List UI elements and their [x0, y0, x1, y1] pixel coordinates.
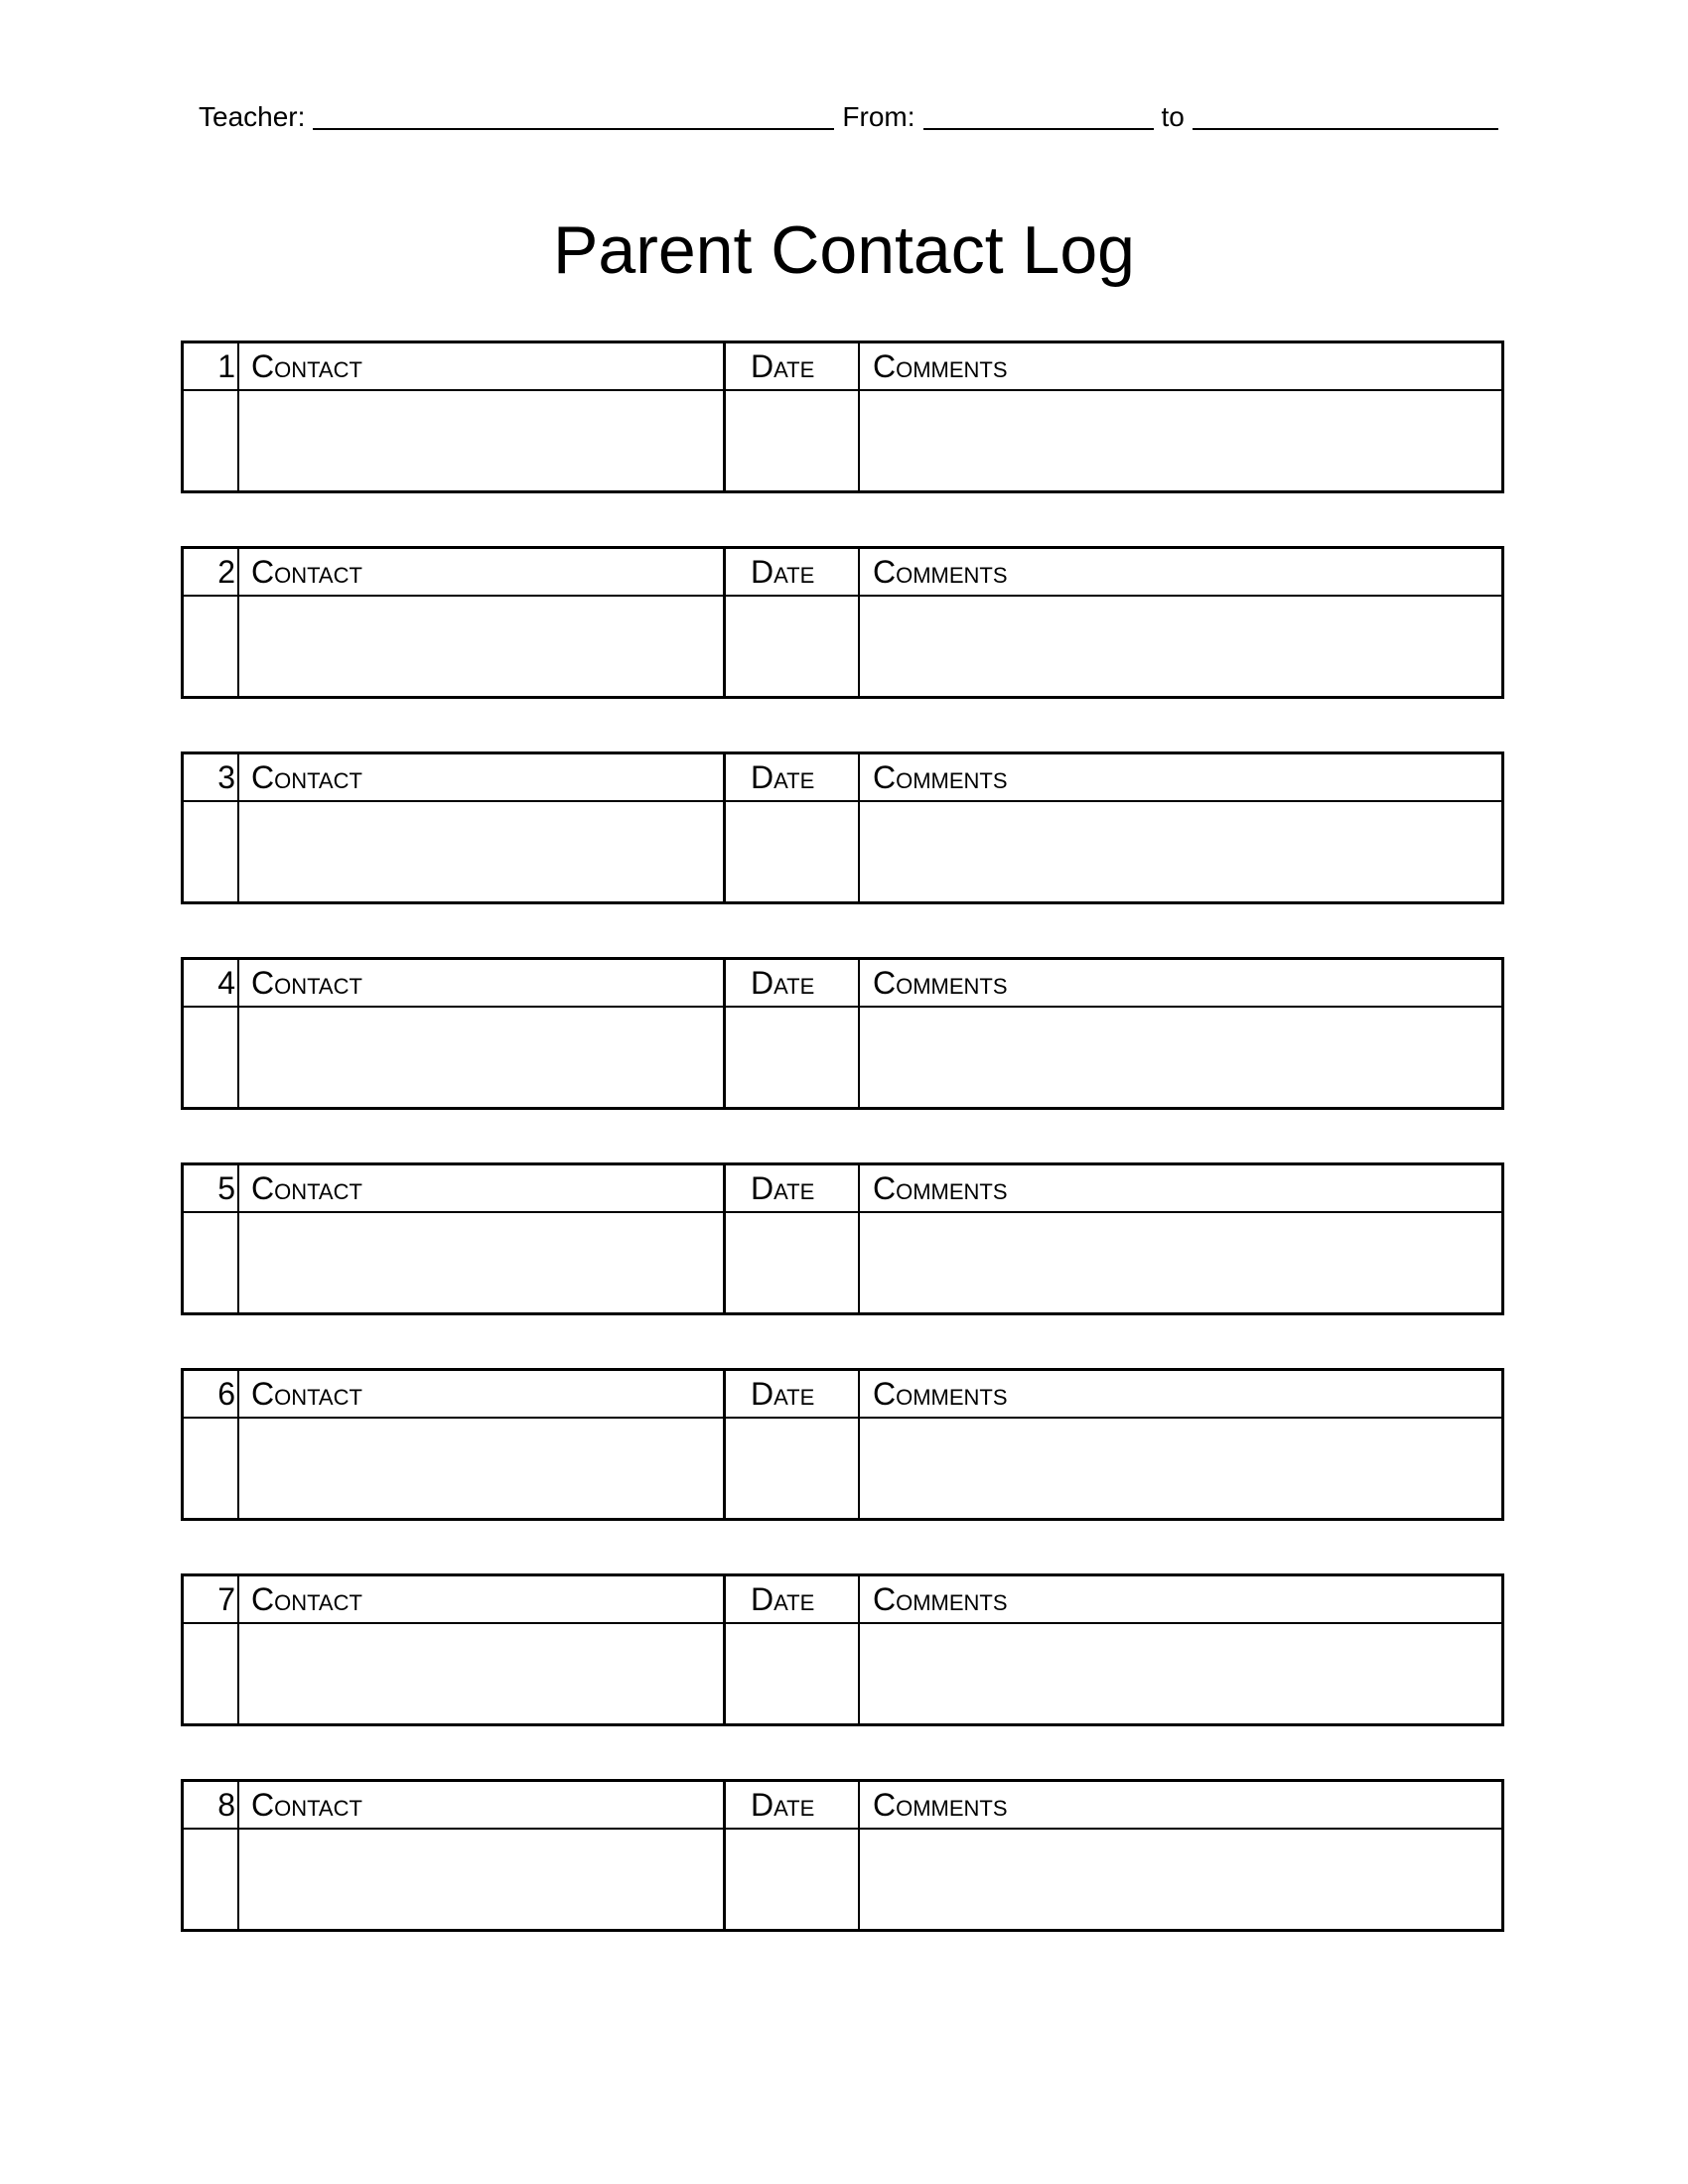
- number-cell: [184, 802, 237, 901]
- date-cell[interactable]: [726, 1008, 858, 1107]
- comments-column-label: Comments: [873, 1787, 1008, 1823]
- contact-column-label: Contact: [251, 1170, 362, 1206]
- contact-cell[interactable]: [239, 597, 723, 696]
- number-cell: [184, 391, 237, 490]
- number-cell: [184, 1213, 237, 1312]
- contact-column-label: Contact: [251, 759, 362, 795]
- entry-header-row: [184, 960, 1501, 1008]
- date-column-label: Date: [751, 1787, 815, 1823]
- comments-column-label: Comments: [873, 965, 1008, 1001]
- comments-column-label: Comments: [873, 759, 1008, 795]
- entry-number: 5: [217, 1170, 235, 1206]
- contact-cell[interactable]: [239, 1419, 723, 1518]
- contact-cell[interactable]: [239, 1213, 723, 1312]
- contact-entry-3: [181, 751, 1504, 904]
- page-title: Parent Contact Log: [553, 212, 1135, 288]
- comments-column-label: Comments: [873, 554, 1008, 590]
- contact-column-label: Contact: [251, 1787, 362, 1823]
- contact-cell[interactable]: [239, 802, 723, 901]
- date-column-label: Date: [751, 1170, 815, 1206]
- entry-number: 8: [217, 1787, 235, 1823]
- entry-number: 6: [217, 1376, 235, 1412]
- from-date-field[interactable]: [923, 102, 1154, 130]
- entry-header-row: [184, 1782, 1501, 1830]
- comments-column-label: Comments: [873, 1376, 1008, 1412]
- entry-number: 3: [217, 759, 235, 795]
- contact-entry-4: [181, 957, 1504, 1110]
- date-cell[interactable]: [726, 802, 858, 901]
- entry-number: 4: [217, 965, 235, 1001]
- date-column-label: Date: [751, 965, 815, 1001]
- number-cell: [184, 597, 237, 696]
- to-date-field[interactable]: [1193, 102, 1498, 130]
- teacher-label: Teacher:: [199, 101, 306, 132]
- contact-cell[interactable]: [239, 391, 723, 490]
- comments-cell[interactable]: [860, 1830, 1501, 1929]
- contact-entry-1: [181, 341, 1504, 493]
- to-label: to: [1161, 101, 1185, 132]
- header-line: [199, 97, 1509, 137]
- date-cell[interactable]: [726, 1419, 858, 1518]
- comments-cell[interactable]: [860, 597, 1501, 696]
- entry-header-row: [184, 754, 1501, 802]
- comments-cell[interactable]: [860, 1213, 1501, 1312]
- date-cell[interactable]: [726, 391, 858, 490]
- contact-column-label: Contact: [251, 554, 362, 590]
- contact-cell[interactable]: [239, 1624, 723, 1723]
- from-label: From:: [842, 101, 915, 132]
- date-column-label: Date: [751, 759, 815, 795]
- comments-cell[interactable]: [860, 1624, 1501, 1723]
- comments-column-label: Comments: [873, 1581, 1008, 1617]
- entry-header-row: [184, 1576, 1501, 1624]
- number-cell: [184, 1419, 237, 1518]
- comments-column-label: Comments: [873, 348, 1008, 384]
- date-column-label: Date: [751, 1581, 815, 1617]
- contact-cell[interactable]: [239, 1830, 723, 1929]
- contact-entry-8: [181, 1779, 1504, 1932]
- date-column-label: Date: [751, 1376, 815, 1412]
- number-cell: [184, 1830, 237, 1929]
- entry-header-row: [184, 549, 1501, 597]
- entry-header-row: [184, 1165, 1501, 1213]
- entry-header-row: [184, 343, 1501, 391]
- contact-column-label: Contact: [251, 348, 362, 384]
- date-cell[interactable]: [726, 1624, 858, 1723]
- contact-entry-7: [181, 1573, 1504, 1726]
- contact-column-label: Contact: [251, 965, 362, 1001]
- comments-cell[interactable]: [860, 391, 1501, 490]
- contact-cell[interactable]: [239, 1008, 723, 1107]
- contact-entry-6: [181, 1368, 1504, 1521]
- comments-cell[interactable]: [860, 1419, 1501, 1518]
- number-cell: [184, 1008, 237, 1107]
- date-column-label: Date: [751, 554, 815, 590]
- entry-number: 2: [217, 554, 235, 590]
- entry-header-row: [184, 1371, 1501, 1419]
- teacher-field[interactable]: [313, 102, 834, 130]
- contact-entry-2: [181, 546, 1504, 699]
- contact-column-label: Contact: [251, 1376, 362, 1412]
- contact-entry-5: [181, 1162, 1504, 1315]
- comments-cell[interactable]: [860, 802, 1501, 901]
- date-cell[interactable]: [726, 1830, 858, 1929]
- comments-column-label: Comments: [873, 1170, 1008, 1206]
- date-cell[interactable]: [726, 597, 858, 696]
- contact-column-label: Contact: [251, 1581, 362, 1617]
- date-cell[interactable]: [726, 1213, 858, 1312]
- date-column-label: Date: [751, 348, 815, 384]
- entry-number: 1: [217, 348, 235, 384]
- entry-number: 7: [217, 1581, 235, 1617]
- number-cell: [184, 1624, 237, 1723]
- comments-cell[interactable]: [860, 1008, 1501, 1107]
